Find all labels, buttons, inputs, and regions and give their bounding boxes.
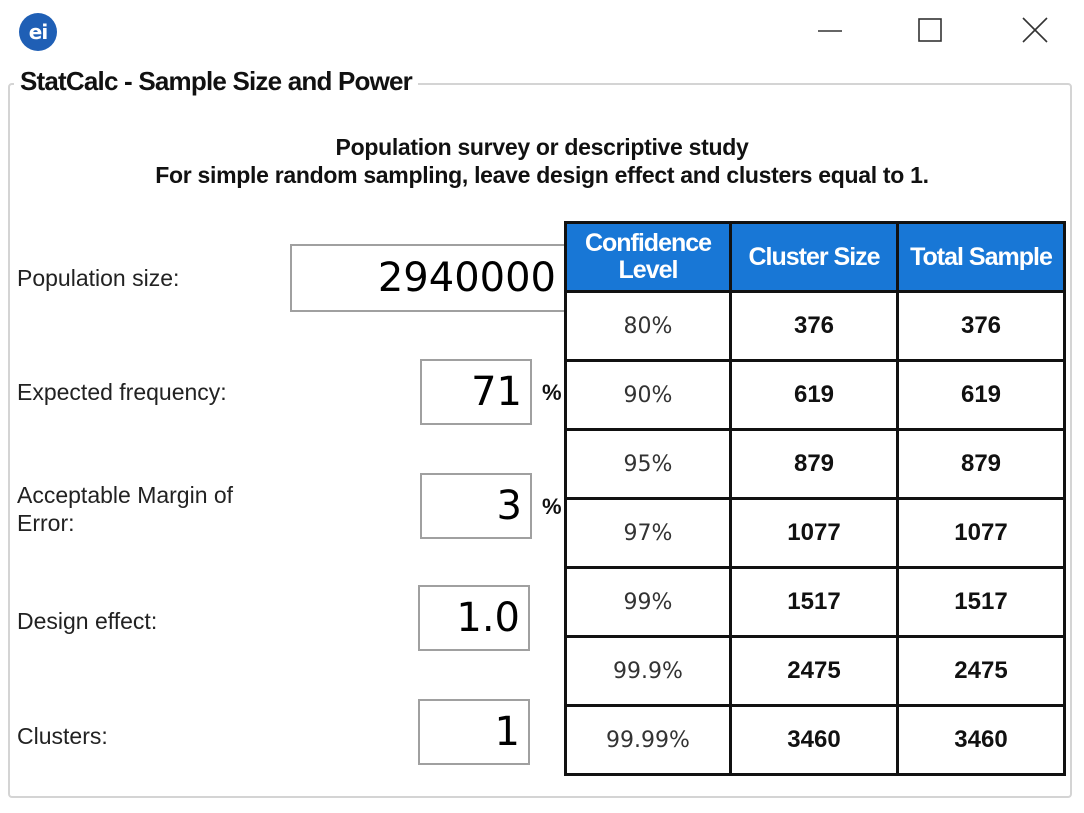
expected-frequency-input[interactable]: 71 xyxy=(420,359,532,425)
cluster-size-cell: 2475 xyxy=(731,637,898,706)
table-row xyxy=(566,706,1065,775)
confidence-level-cell: 80% xyxy=(566,292,731,361)
cluster-size-cell: 619 xyxy=(731,361,898,430)
population-size-label: Population size: xyxy=(17,265,180,291)
results-table xyxy=(564,221,1066,776)
design-effect-input[interactable]: 1.0 xyxy=(418,585,530,651)
cluster-size-cell: 1077 xyxy=(731,499,898,568)
margin-of-error-input[interactable]: 3 xyxy=(420,473,532,539)
table-row xyxy=(566,637,1065,706)
table-row xyxy=(566,292,1065,361)
margin-percent-sign: % xyxy=(542,494,562,519)
table-row xyxy=(566,430,1065,499)
minimize-icon xyxy=(817,17,843,43)
table-row xyxy=(566,361,1065,430)
frequency-percent-sign: % xyxy=(542,380,562,405)
close-button[interactable] xyxy=(1005,8,1065,52)
confidence-level-cell: 99% xyxy=(566,568,731,637)
study-type-heading: Population survey or descriptive study xyxy=(335,134,749,160)
cluster-size-header: Cluster Size xyxy=(731,223,898,292)
maximize-icon xyxy=(917,17,943,43)
table-row xyxy=(566,568,1065,637)
total-sample-cell: 1517 xyxy=(898,568,1065,637)
total-sample-cell: 2475 xyxy=(898,637,1065,706)
cluster-size-cell: 879 xyxy=(731,430,898,499)
results-header-row xyxy=(566,223,1065,292)
cluster-size-cell: 1517 xyxy=(731,568,898,637)
confidence-level-cell: 99.9% xyxy=(566,637,731,706)
clusters-input[interactable]: 1 xyxy=(418,699,530,765)
total-sample-cell: 619 xyxy=(898,361,1065,430)
title-bar xyxy=(0,0,1084,62)
confidence-level-header: Confidence Level xyxy=(566,223,731,292)
cluster-size-cell: 3460 xyxy=(731,706,898,775)
total-sample-cell: 879 xyxy=(898,430,1065,499)
design-effect-label: Design effect: xyxy=(17,608,158,634)
cluster-size-cell: 376 xyxy=(731,292,898,361)
margin-of-error-label: Acceptable Margin of Error: xyxy=(17,482,234,536)
clusters-label: Clusters: xyxy=(17,723,108,749)
maximize-button[interactable] xyxy=(900,8,960,52)
sampling-instruction: For simple random sampling, leave design effect and clusters equal to 1. xyxy=(155,162,929,188)
confidence-level-cell: 97% xyxy=(566,499,731,568)
app-logo-icon: ei xyxy=(19,13,57,51)
total-sample-header: Total Sample xyxy=(898,223,1065,292)
groupbox-title: StatCalc - Sample Size and Power xyxy=(14,66,418,97)
confidence-level-cell: 99.99% xyxy=(566,706,731,775)
table-row xyxy=(566,499,1065,568)
close-icon xyxy=(1021,16,1049,44)
total-sample-cell: 3460 xyxy=(898,706,1065,775)
minimize-button[interactable] xyxy=(800,8,860,52)
total-sample-cell: 376 xyxy=(898,292,1065,361)
population-size-input[interactable]: 2940000 xyxy=(290,244,566,312)
total-sample-cell: 1077 xyxy=(898,499,1065,568)
confidence-level-cell: 95% xyxy=(566,430,731,499)
confidence-level-cell: 90% xyxy=(566,361,731,430)
expected-frequency-label: Expected frequency: xyxy=(17,379,227,405)
